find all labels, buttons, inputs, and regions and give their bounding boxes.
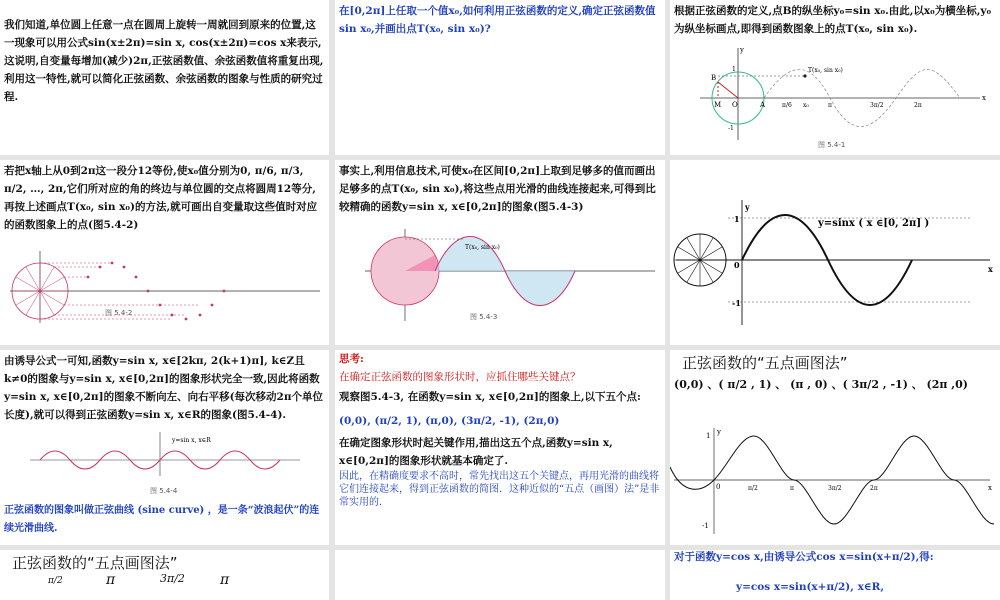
y-axis-label: y — [717, 428, 721, 436]
tick-pi6: π/6 — [782, 102, 792, 109]
slide-sine-interval — [670, 160, 1000, 345]
sine-interval-figure — [670, 160, 1000, 345]
function-label: y=sinx ( x ∈[0, 2π] ) — [818, 218, 930, 229]
figure-caption: 图 5.4-4 — [150, 487, 178, 495]
slide-sine-curve — [0, 350, 329, 545]
tick-2pi: π — [220, 572, 230, 588]
tick-neg-one: -1 — [702, 522, 709, 530]
five-points-intro: 观察图5.4-3, 在函数y=sin x, x∈[0,2π]的图象上,以下五个点: — [339, 391, 641, 403]
slide-thinking — [335, 350, 665, 545]
tick-3pi2: 3π/2 — [870, 102, 884, 109]
origin-label: O — [732, 101, 738, 109]
tick-pi2: π/2 — [48, 576, 63, 586]
point-t-label: T(x₀, sin x₀) — [808, 67, 843, 74]
method-title: 正弦函数的“五点画图法” — [682, 354, 848, 372]
five-points-conclusion: 在确定图象形状时起关键作用,描出这五个点,函数y=sin x, x∈[0,2π]的图象形状就基本确定了. — [339, 437, 613, 467]
unit-circle-figure — [670, 40, 1000, 155]
x-axis-label: x — [988, 264, 993, 274]
origin-label: 0 — [716, 483, 721, 491]
cosine-formula: y=cos x=sin(x+π/2), x∈R, — [736, 581, 884, 593]
slide-twelve-points — [0, 160, 329, 345]
method-points: (0,0) 、( π/2 , 1) 、 (π , 0) 、( 3π/2 , -1) 、 (2π ,0) — [674, 378, 968, 391]
point-b-label: B — [711, 74, 717, 82]
graph-label: y=sin x, x∈R — [172, 437, 211, 444]
slide-cosine — [670, 550, 1000, 600]
tick-3pi2: 3π/2 — [828, 485, 842, 492]
tick-neg-one: -1 — [732, 298, 741, 308]
tick-pi: π — [828, 102, 832, 109]
tick-x0: x₀ — [803, 102, 809, 109]
point-t-label: T(x₀, sin x₀) — [465, 244, 500, 251]
slide-five-point-method-repeat — [0, 550, 329, 600]
shaded-sine-figure — [335, 225, 665, 325]
technology-text: 事实上,利用信息技术,可使x₀在区间[0,2π]上取到足够多的值而画出足够多的点T(x₀, sin x₀),将这些点用光滑的曲线连接起来,可得到比较精确的函数y=sin x, x∈[0,2π]的图象(图5.4-3) — [339, 165, 656, 213]
slide-intro — [0, 0, 329, 155]
y-axis-label: y — [745, 202, 750, 212]
tick-neg-one: -1 — [728, 125, 734, 132]
method-title: 正弦函数的“五点画图法” — [12, 554, 178, 572]
y-axis-label: y — [740, 46, 744, 54]
twelve-points-text: 若把x轴上从0到2π这一段分12等份,使x₀值分别为0, π/6, π/3, π/2, …, 2π,它们所对应的角的终边与单位圆的交点将圆周12等分,再按上述画点T(x₀, sin x₀)的方法,就可画出自变量取这些值时对应的函数图象上的点(图5.4-2) — [4, 165, 318, 231]
tick-pi: π — [106, 572, 116, 588]
cosine-formula-intro: 对于函数y=cos x,由诱导公式cos x=sin(x+π/2),得: — [674, 551, 934, 563]
slide-five-point-method — [670, 350, 1000, 545]
slide-question — [335, 0, 665, 155]
tick-one: 1 — [732, 66, 736, 73]
x-axis-label: x — [982, 94, 986, 102]
tick-one: 1 — [734, 214, 740, 224]
think-title: 思考: — [339, 353, 364, 365]
five-point-graph — [670, 422, 1000, 542]
sine-curve-figure — [0, 428, 329, 478]
tick-2pi: 2π — [914, 102, 922, 109]
figure-caption: 图 5.4-1 — [818, 141, 846, 149]
intro-text: 我们知道,单位圆上任意一点在圆周上旋转一周就回到原来的位置,这一现象可以用公式sin(x±2π)=sin x, cos(x±2π)=cos x来表示,这说明,自变量每增加(减少)2π,正弦函数值、余弦函数值将重复出现,利用这一特性,就可以简化正弦函数、余弦函数的图象与性质的研究过程. — [4, 19, 324, 103]
tick-3pi2: 3π/2 — [160, 572, 185, 585]
figure-caption: 图 5.4-2 — [105, 309, 133, 317]
point-a-label: A — [760, 101, 766, 109]
point-m-label: M — [714, 101, 722, 109]
sine-curve-note: 正弦函数的图象叫做正弦曲线 (sine curve) ，是一条“波浪起伏”的连续光滑曲线. — [4, 505, 320, 534]
figure-caption: 图 5.4-3 — [470, 313, 498, 321]
tick-one: 1 — [706, 432, 711, 440]
slide-blank — [335, 550, 665, 600]
tick-2pi: 2π — [870, 485, 878, 492]
tick-pi2: π/2 — [748, 485, 758, 492]
origin-label: 0 — [734, 260, 740, 270]
slide-definition — [670, 0, 1000, 155]
twelve-points-figure — [0, 245, 329, 325]
think-question: 在确定正弦函数的图象形状时，应抓住哪些关键点？ — [339, 371, 581, 383]
five-points-list: (0,0), (π/2, 1), (π,0), (3π/2, -1), (2π,0) — [339, 415, 560, 427]
question-text: 在[0,2π]上任取一个值x₀,如何利用正弦函数的定义,确定正弦函数值sin x₀,并画出点T(x₀, sin x₀)? — [339, 5, 656, 35]
slide-technology — [335, 160, 665, 345]
definition-text: 根据正弦函数的定义,点B的纵坐标y₀=sin x₀.由此,以x₀为横坐标,y₀为纵坐标画点,即得到函数图象上的点T(x₀, sin x₀). — [674, 5, 992, 35]
x-axis-label: x — [988, 484, 992, 492]
five-point-note: 因此，在精确度要求不高时，常先找出这五个关键点，再用光滑的曲线将它们连接起来，得到正弦函数的简图．这种近似的“五点（画图）法”是非常实用的． — [339, 471, 660, 508]
translation-text: 由诱导公式一可知,函数y=sin x, x∈[2kπ, 2(k+1)π], k∈Z且k≠0的图象与y=sin x, x∈[0,2π]的图象形状完全一致,因此将函数y=sin x, x∈[0,2π]的图象不断向左、向右平移(每次移动2π个单位长度),就可以得到正弦函数y=sin x, x∈R的图象(图5.4-4). — [4, 355, 324, 421]
tick-pi: π — [790, 485, 794, 492]
